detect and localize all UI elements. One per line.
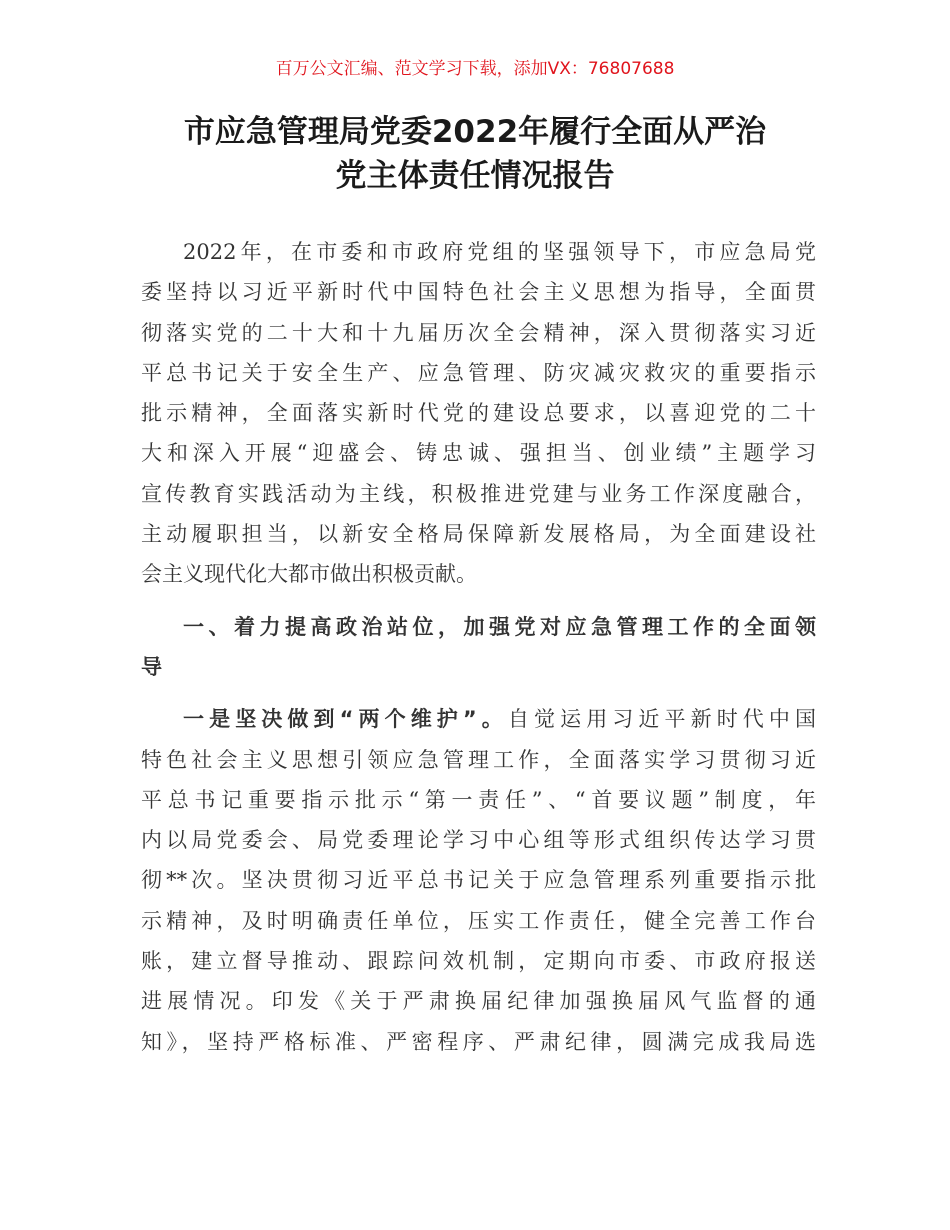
paragraph-line: 会主义现代化大都市做出积极贡献。 <box>141 562 477 587</box>
paragraph-line: 彻**次。坚决贯彻习近平总书记关于应急管理系列重要指示批 <box>141 868 816 893</box>
point-text: 自觉运用习近平新时代中国 <box>507 707 817 732</box>
paragraph-line: 彻落实党的二十大和十九届历次全会精神，深入贯彻落实习近 <box>141 320 816 345</box>
point-lead: 一是坚决做到“两个维护”。 <box>183 707 508 732</box>
paragraph-line: 平总书记关于安全生产、应急管理、防灾减灾救灾的重要指示 <box>141 360 816 385</box>
intro-paragraph <box>141 232 816 595</box>
paragraph-line: 示精神，及时明确责任单位，压实工作责任，健全完善工作台 <box>141 908 816 933</box>
heading-line: 导 <box>141 654 162 679</box>
point-1-paragraph <box>141 699 816 1062</box>
section-heading-1 <box>141 607 816 688</box>
paragraph-line: 主动履职担当，以新安全格局保障新发展格局，为全面建设社 <box>141 522 816 547</box>
paragraph-line: 平总书记重要指示批示“第一责任”、“首要议题”制度，年 <box>141 787 816 812</box>
paragraph-line: 知》，坚持严格标准、严密程序、严肃纪律，圆满完成我局选 <box>141 1029 816 1054</box>
document-title <box>100 110 850 198</box>
document-body <box>141 232 816 1062</box>
paragraph-line: 特色社会主义思想引领应急管理工作，全面落实学习贯彻习近 <box>141 747 816 772</box>
watermark-header: 百万公文汇编、范文学习下载，添加VX：76807688 <box>275 59 675 79</box>
heading-line: 一、着力提高政治站位，加强党对应急管理工作的全面领 <box>183 614 816 639</box>
paragraph-line: 2022年，在市委和市政府党组的坚强领导下，市应急局党 <box>183 240 816 264</box>
paragraph-line: 账，建立督导推动、跟踪问效机制，定期向市委、市政府报送 <box>141 949 816 974</box>
paragraph-line: 大和深入开展“迎盛会、铸忠诚、强担当、创业绩”主题学习 <box>141 441 816 466</box>
title-line-2: 党主体责任情况报告 <box>335 158 615 194</box>
paragraph-line: 进展情况。印发《关于严肃换届纪律加强换届风气监督的通 <box>141 989 816 1014</box>
paragraph-line: 批示精神，全面落实新时代党的建设总要求，以喜迎党的二十 <box>141 401 816 426</box>
paragraph-line <box>141 699 816 739</box>
title-line-1: 市应急管理局党委2022年履行全面从严治 <box>183 114 767 150</box>
paragraph-line: 委坚持以习近平新时代中国特色社会主义思想为指导，全面贯 <box>141 280 816 305</box>
paragraph-line: 内以局党委会、局党委理论学习中心组等形式组织传达学习贯 <box>141 828 816 853</box>
paragraph-line: 宣传教育实践活动为主线，积极推进党建与业务工作深度融合， <box>141 481 816 506</box>
